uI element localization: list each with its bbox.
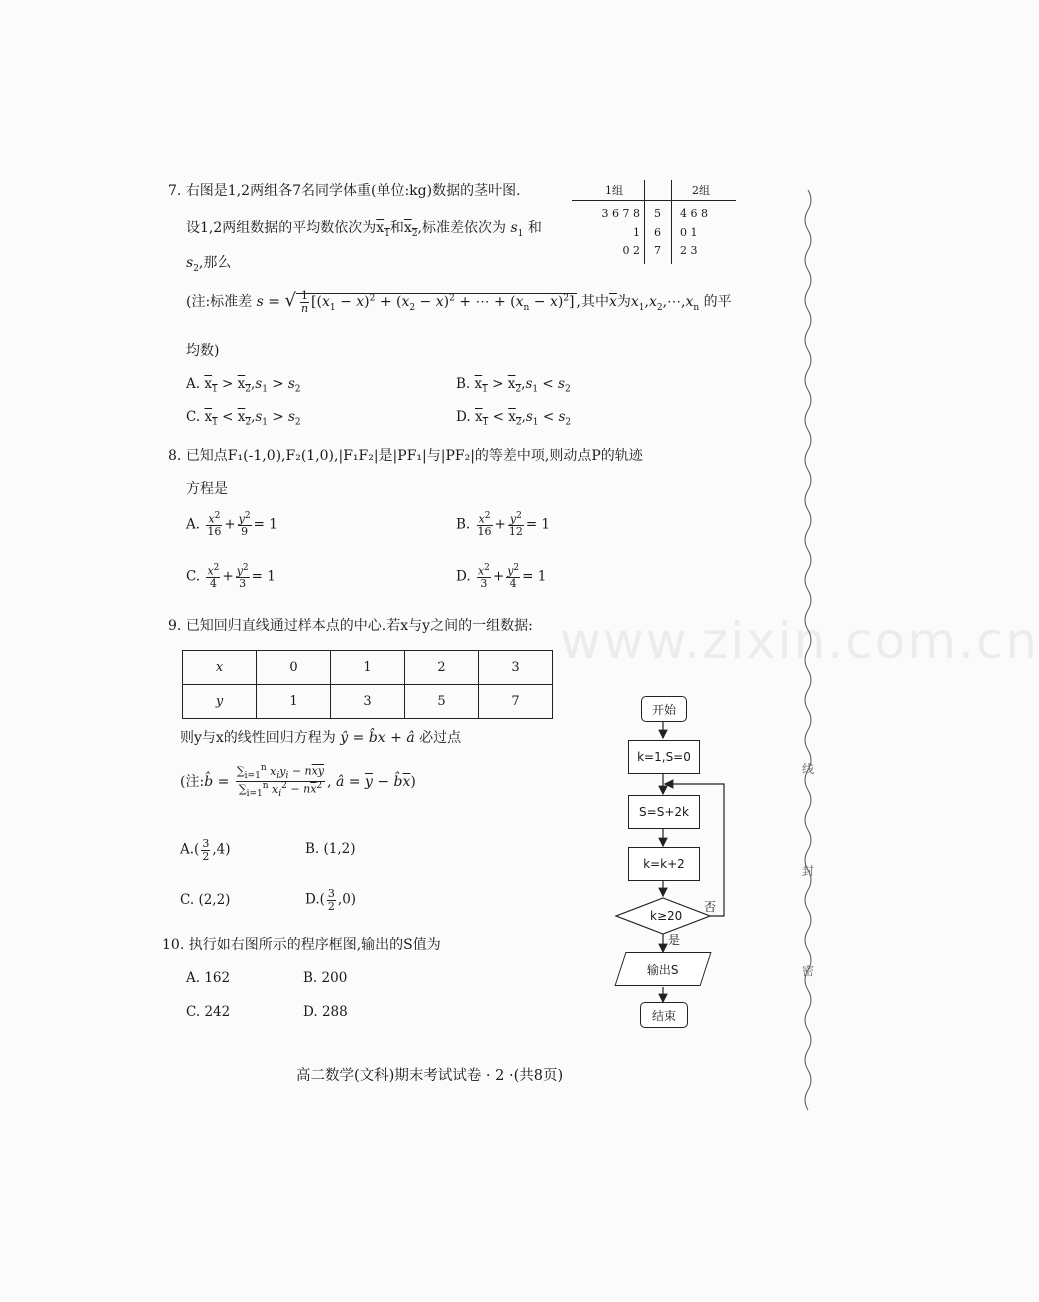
q7-mean1: $x_1$ (376, 220, 390, 239)
q9-note-prefix: (注: (180, 773, 205, 790)
q7-text-a: 设1,2两组数据的平均数依次为 (186, 220, 377, 236)
stemleaf-divider-left (644, 180, 645, 264)
q8-option-a[interactable]: A. $\frac{x^2}{16}$ + $\frac{y^2}{9}$ = 1 (186, 511, 278, 539)
q8-c-den2: 3 (239, 577, 247, 591)
q9-line2-end: 必过点 (419, 730, 462, 746)
q9-data-table (182, 650, 553, 719)
q8-number: 8. (168, 448, 182, 464)
q7-number: 7. (168, 183, 182, 199)
q10-option-c-text: 242 (204, 1004, 231, 1020)
q7-text-e: ,那么 (198, 255, 232, 271)
table-cell: 7 (479, 685, 553, 719)
q8-option-c-label: C. (186, 568, 201, 585)
table-cell: 3 (479, 651, 553, 685)
watermark: www.zixin.com.cn (560, 612, 1039, 670)
q7-line2: 设1,2两组数据的平均数依次为$x_1$和$x_2$,标准差依次为 $s_1$ 和 (186, 220, 542, 239)
q7-option-d[interactable]: D. $x_1 < x_2,s_1 < s_2$ (456, 409, 572, 428)
stemleaf-row3-stem: 7 (654, 244, 661, 257)
q7-text-d: 和 (527, 220, 542, 236)
q10-option-c-label: C. (186, 1004, 201, 1020)
q9-line2: 则y与x的线性回归方程为 ŷ = b̂x + â 必过点 (180, 730, 462, 746)
stemleaf-header-line (572, 200, 736, 201)
q8-d-den1: 3 (480, 577, 488, 591)
q7-note-suffix: ,其中 (576, 294, 609, 311)
q10-number: 10. (162, 937, 185, 953)
q7-option-c[interactable]: C. $x_1 < x_2,s_1 > s_2$ (186, 409, 301, 428)
stemleaf-group1-label: 1组 (605, 184, 623, 197)
q8-c-den1: 4 (209, 577, 217, 591)
q9-stem-text: 已知回归直线通过样本点的中心.若x与y之间的一组数据: (185, 618, 533, 634)
q9-option-a-label: A. (180, 841, 195, 858)
q10-option-c[interactable] (186, 1004, 230, 1020)
table-head-y: y (183, 685, 257, 719)
q7-option-b-label: B. (456, 376, 471, 392)
q10-option-b[interactable] (303, 970, 347, 986)
table-head-x: x (183, 651, 257, 685)
q10-option-a-text: 162 (204, 970, 231, 986)
flow-step-sum: S=S+2k (628, 795, 700, 829)
stemleaf-row2-right: 0 1 (680, 226, 698, 239)
table-cell: 1 (257, 685, 331, 719)
q8-option-d[interactable]: D. $\frac{x^2}{3}$ + $\frac{y^2}{4}$ = 1 (456, 563, 547, 591)
q8-option-b[interactable]: B. $\frac{x^2}{16}$ + $\frac{y^2}{12}$ = 1 (456, 511, 551, 539)
q8-line1 (168, 445, 643, 465)
q10-option-d-label: D. (303, 1004, 318, 1020)
q7-mean2: $x_2$ (403, 220, 418, 239)
q9-option-d[interactable]: D.( $\frac{3}{2}$ ,0) (305, 887, 357, 913)
q10-option-b-text: 200 (321, 970, 348, 986)
flow-output-text: 输出S (647, 962, 679, 977)
q10-option-b-label: B. (303, 970, 318, 986)
stemleaf-row2-stem: 6 (654, 226, 661, 239)
q10-line1 (162, 934, 441, 954)
stemleaf-row1-left: 3 6 7 8 (601, 207, 640, 220)
q7-line1 (168, 180, 521, 200)
q10-option-d-text: 288 (321, 1004, 348, 1020)
q8-a-den2: 9 (241, 525, 249, 539)
q7-note-suffix3: 的平 (703, 294, 732, 311)
q8-a-den1: 16 (207, 525, 222, 539)
q9-option-b-label: B. (305, 841, 320, 857)
q10-option-d[interactable] (303, 1004, 348, 1020)
table-cell: 2 (405, 651, 479, 685)
q10-stem-text: 执行如右图所示的程序框图,输出的S值为 (188, 937, 441, 953)
q9-line1 (168, 615, 533, 635)
flow-end: 结束 (640, 1002, 688, 1028)
q9-note: (注:b̂ = $\frac{\sum_{i=1}^n x_iy_i - nxy}{\sum_{i=1}^n x_i^2 - nx^2}$ , â = y − b̂x) (180, 763, 416, 800)
q7-option-a[interactable]: A. $x_1 > x_2,s_1 > s_2$ (186, 376, 301, 395)
q10-option-a[interactable] (186, 970, 230, 986)
q8-b-den2: 12 (508, 525, 523, 539)
q9-option-c-label: C. (180, 892, 195, 908)
q7-option-d-label: D. (456, 409, 471, 425)
stemleaf-row3-right: 2 3 (680, 244, 698, 257)
stemleaf-row1-stem: 5 (654, 207, 661, 220)
q7-option-c-label: C. (186, 409, 201, 425)
q8-b-den1: 16 (477, 525, 492, 539)
q8-stem-text: 已知点F₁(-1,0),F₂(1,0),|F₁F₂|是|PF₁|与|PF₂|的等差中项,则动点P的轨迹 (185, 448, 643, 464)
stemleaf-divider-right (671, 180, 672, 264)
q9-option-a[interactable]: A.( $\frac{3}{2}$ ,4) (180, 837, 231, 863)
q8-line2: 方程是 (186, 481, 228, 497)
stemleaf-row3-left: 0 2 (622, 244, 640, 257)
q8-option-c[interactable]: C. $\frac{x^2}{4}$ + $\frac{y^2}{3}$ = 1 (186, 563, 276, 591)
flow-start: 开始 (641, 696, 687, 722)
binding-mark-feng: 封 (802, 864, 815, 878)
q7-text-c: ,标准差依次为 (417, 220, 506, 236)
table-cell: 0 (257, 651, 331, 685)
q7-text-b: 和 (389, 220, 404, 236)
table-row (183, 685, 553, 719)
q9-line2-text: 则y与x的线性回归方程为 (180, 730, 336, 746)
flow-no-label: 否 (704, 900, 717, 914)
flow-step-increment: k=k+2 (628, 847, 700, 881)
q7-line3: $s_2$,那么 (186, 255, 232, 274)
table-cell: 5 (405, 685, 479, 719)
q7-note: (注:标准差 s = √ $\frac{1}{n}$ [$(x_1 - x)^2 + (x_2 - x)^2$ + ⋯ + $(x_n - x)^2$] ,其中x为$x_1,x_2,\cdots,x_n$ 的平 (186, 289, 732, 315)
flow-condition: k≥20 (650, 909, 683, 923)
table-cell: 3 (331, 685, 405, 719)
q7-note-suffix2: 为 (616, 294, 631, 311)
stemleaf-row1-right: 4 6 8 (680, 207, 708, 220)
q9-option-c-text: (2,2) (198, 892, 231, 908)
q8-option-d-label: D. (456, 568, 471, 585)
q7-option-b[interactable]: B. $x_1 > x_2,s_1 < s_2$ (456, 376, 571, 395)
q10-option-a-label: A. (186, 970, 201, 986)
flow-init: k=1,S=0 (628, 740, 700, 774)
q9-number: 9. (168, 618, 182, 634)
stemleaf-row2-left: 1 (633, 226, 640, 239)
q8-option-b-label: B. (456, 516, 471, 533)
q9-option-b-text: (1,2) (323, 841, 356, 857)
flow-yes-label: 是 (668, 933, 681, 947)
binding-mark-xian: 线 (802, 762, 815, 776)
q8-d-den2: 4 (509, 577, 517, 591)
binding-mark-mi: 密 (802, 964, 815, 978)
table-row (183, 651, 553, 685)
q9-option-c[interactable] (180, 892, 230, 908)
q7-stem-text: 右图是1,2两组各7名同学体重(单位:kg)数据的茎叶图. (185, 183, 521, 199)
flow-output (614, 952, 711, 986)
q7-option-a-label: A. (186, 376, 201, 392)
q9-option-b[interactable] (305, 841, 356, 857)
stemleaf-group2-label: 2组 (692, 184, 710, 197)
table-cell: 1 (331, 651, 405, 685)
q7-note-prefix: (注:标准差 (186, 294, 253, 311)
q8-option-a-label: A. (186, 516, 201, 533)
q9-option-d-label: D. (305, 891, 320, 908)
q7-note-end: 均数) (186, 343, 220, 359)
page-footer: 高二数学(文科)期末考试试卷 · 2 ·(共8页) (296, 1068, 564, 1084)
